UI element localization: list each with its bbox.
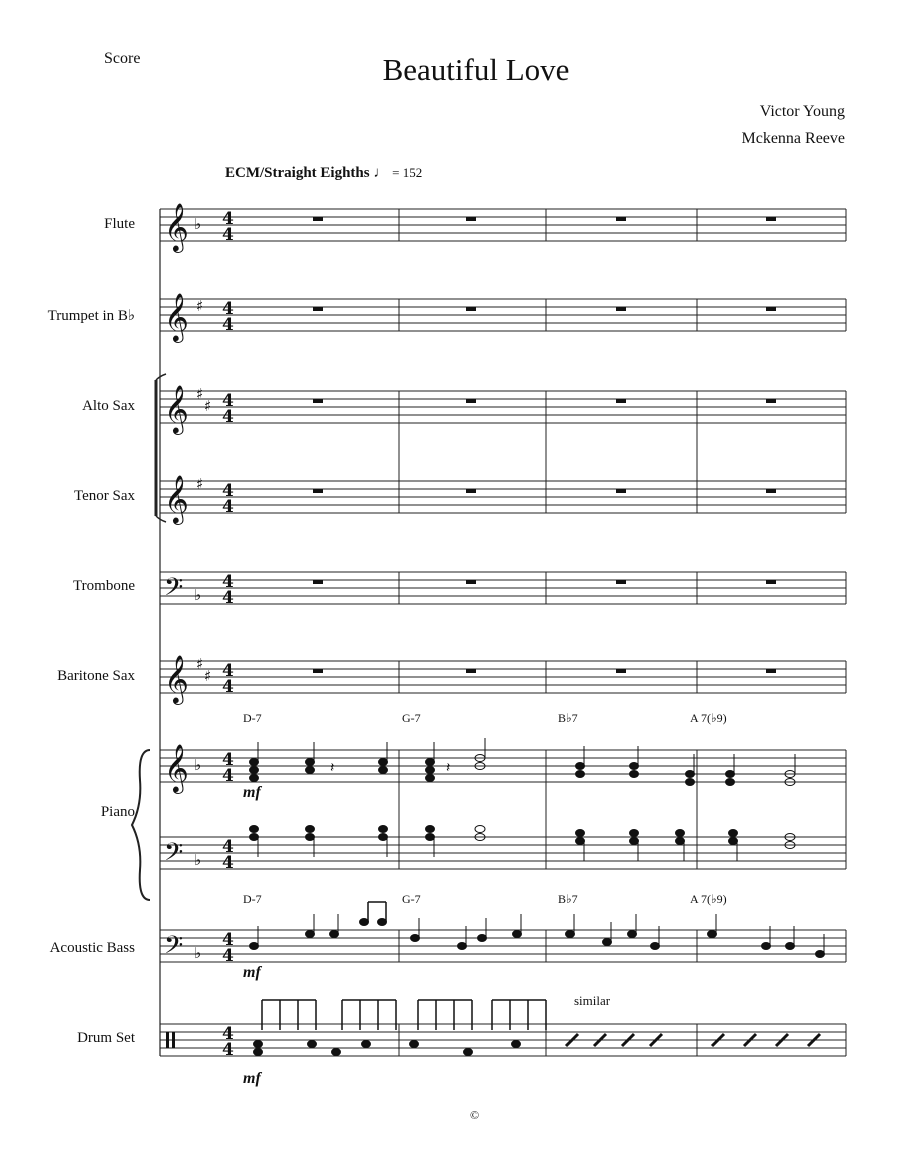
time-signature-group	[222, 209, 234, 1060]
svg-text:4: 4	[222, 209, 234, 229]
staff-baritone-sax	[160, 661, 846, 693]
sharp-icon: ♯	[196, 475, 204, 493]
svg-text:4: 4	[222, 766, 234, 786]
svg-text:4: 4	[222, 391, 234, 411]
svg-text:4: 4	[222, 1040, 234, 1060]
staff-piano-treble	[160, 750, 846, 782]
instrument-label-trumpet: Trumpet in B♭	[47, 308, 135, 324]
instrument-label-tenor-sax: Tenor Sax	[73, 488, 135, 504]
piano-bass-notes	[250, 826, 796, 862]
composer-credit: Victor Young	[759, 103, 845, 120]
bass-clef-icon: 𝄢	[164, 838, 184, 873]
chord-symbol-piano-2: G-7	[402, 711, 421, 725]
whole-rests	[313, 217, 776, 673]
flat-icon: ♭	[194, 944, 202, 962]
svg-text:4: 4	[222, 315, 234, 335]
sharp-icon: ♯	[196, 385, 204, 403]
arranger-credit: Mckenna Reeve	[741, 130, 845, 147]
drum-instruction: similar	[574, 993, 611, 1008]
sharp-icon: ♯	[204, 667, 212, 685]
svg-text:4: 4	[222, 930, 234, 950]
copyright-symbol: ©	[470, 1108, 480, 1122]
staff-piano-bass	[160, 837, 846, 869]
chord-symbol-piano-3: B♭7	[558, 711, 578, 725]
chord-symbol-bass-4: A 7(♭9)	[690, 892, 727, 906]
flat-icon: ♭	[194, 851, 202, 869]
flat-icon: ♭	[194, 586, 202, 604]
sharp-icon: ♯	[196, 655, 204, 673]
chord-symbol-piano-1: D-7	[243, 711, 262, 725]
piano-treble-notes	[250, 738, 796, 786]
tempo-bpm: = 152	[392, 165, 423, 180]
treble-clef-icon: 𝄞	[164, 743, 189, 792]
staff-tenor-sax	[160, 481, 846, 513]
dynamic-drums: mf	[243, 1070, 261, 1087]
bass-clef-icon: 𝄢	[164, 573, 184, 608]
quarter-note-icon: ♩	[373, 165, 389, 181]
svg-text:4: 4	[222, 407, 234, 427]
instrument-label-drum-set: Drum Set	[77, 1030, 135, 1046]
sharp-icon: ♯	[196, 297, 204, 315]
staff-trumpet	[160, 299, 846, 331]
flat-icon: ♭	[194, 756, 202, 774]
svg-text:4: 4	[222, 837, 234, 857]
sharp-icon: ♯	[204, 397, 212, 415]
staff-flute	[160, 209, 846, 241]
treble-clef-icon: 𝄞	[164, 474, 189, 523]
instrument-label-trombone: Trombone	[73, 578, 135, 594]
treble-clef-icon: 𝄞	[164, 292, 189, 341]
score-label: Score	[104, 50, 141, 67]
instrument-label-acoustic-bass: Acoustic Bass	[49, 940, 135, 956]
chord-symbol-bass-1: D-7	[243, 892, 262, 906]
svg-text:4: 4	[222, 946, 234, 966]
svg-text:4: 4	[222, 588, 234, 608]
chord-symbol-piano-4: A 7(♭9)	[690, 711, 727, 725]
svg-text:𝄽: 𝄽	[446, 760, 451, 776]
svg-text:4: 4	[222, 225, 234, 245]
chord-symbol-bass-2: G-7	[402, 892, 421, 906]
treble-clef-icon: 𝄞	[164, 654, 189, 703]
bass-clef-icon: 𝄢	[164, 931, 184, 966]
svg-text:𝄽: 𝄽	[330, 760, 335, 776]
instrument-label-piano: Piano	[100, 804, 135, 820]
instrument-label-flute: Flute	[104, 216, 135, 232]
svg-text:4: 4	[222, 299, 234, 319]
dynamic-piano: mf	[243, 784, 261, 801]
page-title: Beautiful Love	[382, 52, 570, 87]
svg-text:4: 4	[222, 497, 234, 517]
instrument-label-alto-sax: Alto Sax	[82, 398, 135, 414]
dynamic-bass: mf	[243, 964, 261, 981]
svg-text:4: 4	[222, 661, 234, 681]
svg-text:4: 4	[222, 677, 234, 697]
staff-alto-sax	[160, 391, 846, 423]
drum-notes	[254, 1000, 547, 1056]
svg-text:4: 4	[222, 750, 234, 770]
staff-trombone	[160, 572, 846, 604]
svg-text:4: 4	[222, 1024, 234, 1044]
chord-symbol-bass-3: B♭7	[558, 892, 578, 906]
tempo-style: ECM/Straight Eighths	[225, 165, 370, 181]
treble-clef-icon: 𝄞	[164, 384, 189, 433]
instrument-label-baritone-sax: Baritone Sax	[57, 668, 135, 684]
staff-acoustic-bass	[160, 930, 846, 962]
treble-clef-icon: 𝄞	[164, 202, 189, 251]
svg-text:4: 4	[222, 481, 234, 501]
svg-text:4: 4	[222, 572, 234, 592]
flat-icon: ♭	[194, 215, 202, 233]
svg-text:4: 4	[222, 853, 234, 873]
